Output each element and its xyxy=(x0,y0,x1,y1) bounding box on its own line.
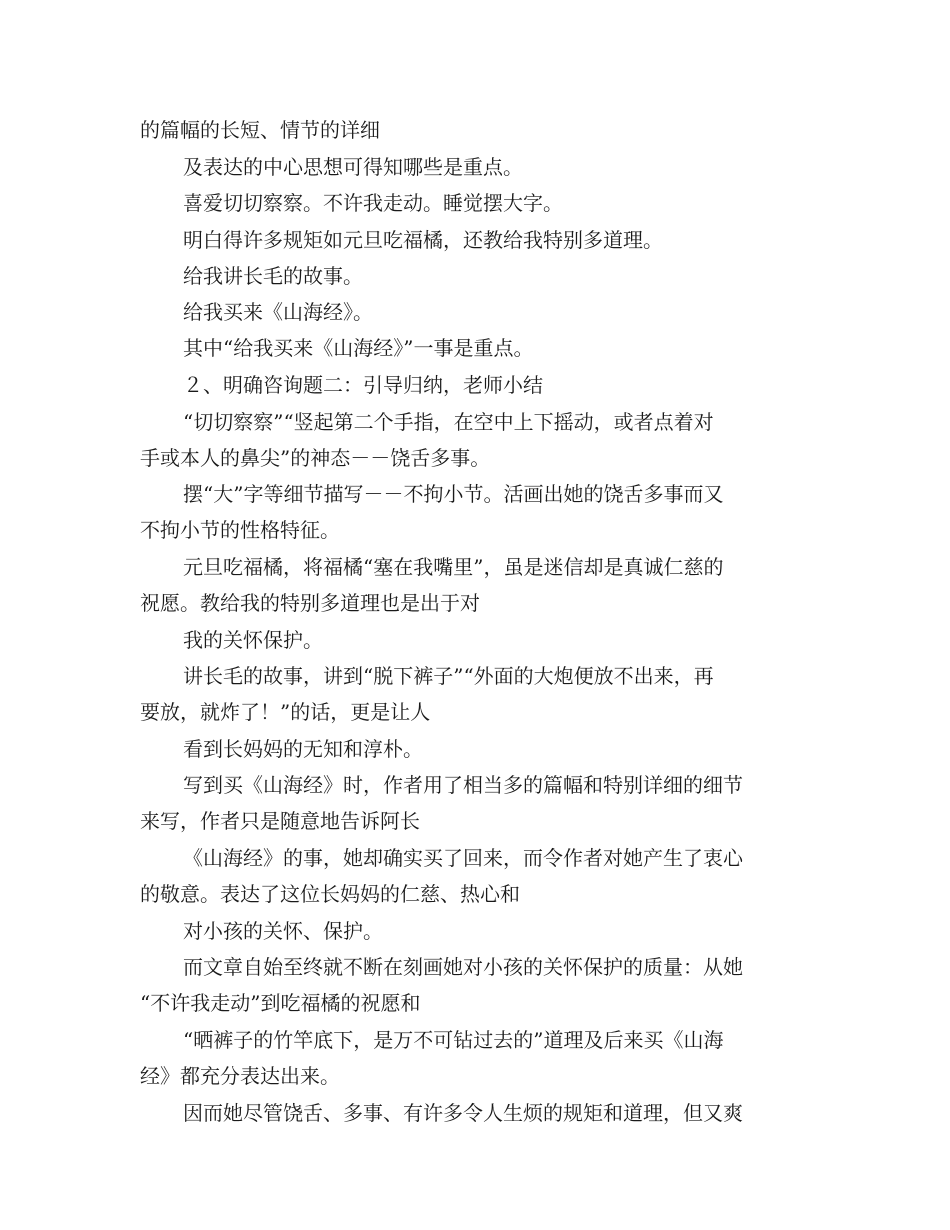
text-line: 元旦吃福橘，将福橘“塞在我嘴里”，虽是迷信却是真诚仁慈的 xyxy=(183,555,724,579)
text-line: 喜爱切切察察。不许我走动。睡觉摆大字。 xyxy=(183,191,563,215)
text-line: “切切察察”“竖起第二个手指，在空中上下摇动，或者点着对 xyxy=(183,410,714,434)
text-line: 来写，作者只是随意地告诉阿长 xyxy=(140,809,420,833)
text-line: “不许我走动”到吃福橘的祝愿和 xyxy=(140,991,421,1015)
text-line: 对小孩的关怀、保护。 xyxy=(183,919,383,943)
text-line: 我的关怀保护。 xyxy=(183,628,323,652)
text-line: 的篇幅的长短、情节的详细 xyxy=(140,118,380,142)
text-line: 给我讲长毛的故事。 xyxy=(183,264,363,288)
text-line: 明白得许多规矩如元旦吃福橘，还教给我特别多道理。 xyxy=(183,228,663,252)
text-line: 其中“给我买来《山海经》”一事是重点。 xyxy=(183,336,534,360)
text-line: 祝愿。教给我的特别多道理也是出于对 xyxy=(140,591,480,615)
text-line: 写到买《山海经》时，作者用了相当多的篇幅和特别详细的细节 xyxy=(183,773,743,797)
text-line: 而文章自始至终就不断在刻画她对小孩的关怀保护的质量：从她 xyxy=(183,955,743,979)
text-line: 的敬意。表达了这位长妈妈的仁慈、热心和 xyxy=(140,882,520,906)
text-line: 手或本人的鼻尖”的神态－－饶舌多事。 xyxy=(140,446,491,470)
text-line: 看到长妈妈的无知和淳朴。 xyxy=(183,737,423,761)
text-line: 及表达的中心思想可得知哪些是重点。 xyxy=(183,155,523,179)
text-line: 《山海经》的事，她却确实买了回来，而令作者对她产生了衷心 xyxy=(183,846,743,870)
text-line: 经》都充分表达出来。 xyxy=(140,1064,340,1088)
text-line: ２、明确咨询题二：引导归纳，老师小结 xyxy=(183,373,543,397)
text-line: 给我买来《山海经》。 xyxy=(183,300,373,324)
text-line: 摆“大”字等细节描写－－不拘小节。活画出她的饶舌多事而又 xyxy=(183,482,724,506)
text-line: 因而她尽管饶舌、多事、有许多令人生烦的规矩和道理，但又爽 xyxy=(183,1101,743,1125)
text-line: 不拘小节的性格特征。 xyxy=(140,518,340,542)
text-line: “晒裤子的竹竿底下，是万不可钻过去的”道理及后来买《山海 xyxy=(183,1028,724,1052)
text-line: 要放，就炸了！”的话，更是让人 xyxy=(140,700,431,724)
text-line: 讲长毛的故事，讲到“脱下裤子”“外面的大炮便放不出来，再 xyxy=(183,664,714,688)
